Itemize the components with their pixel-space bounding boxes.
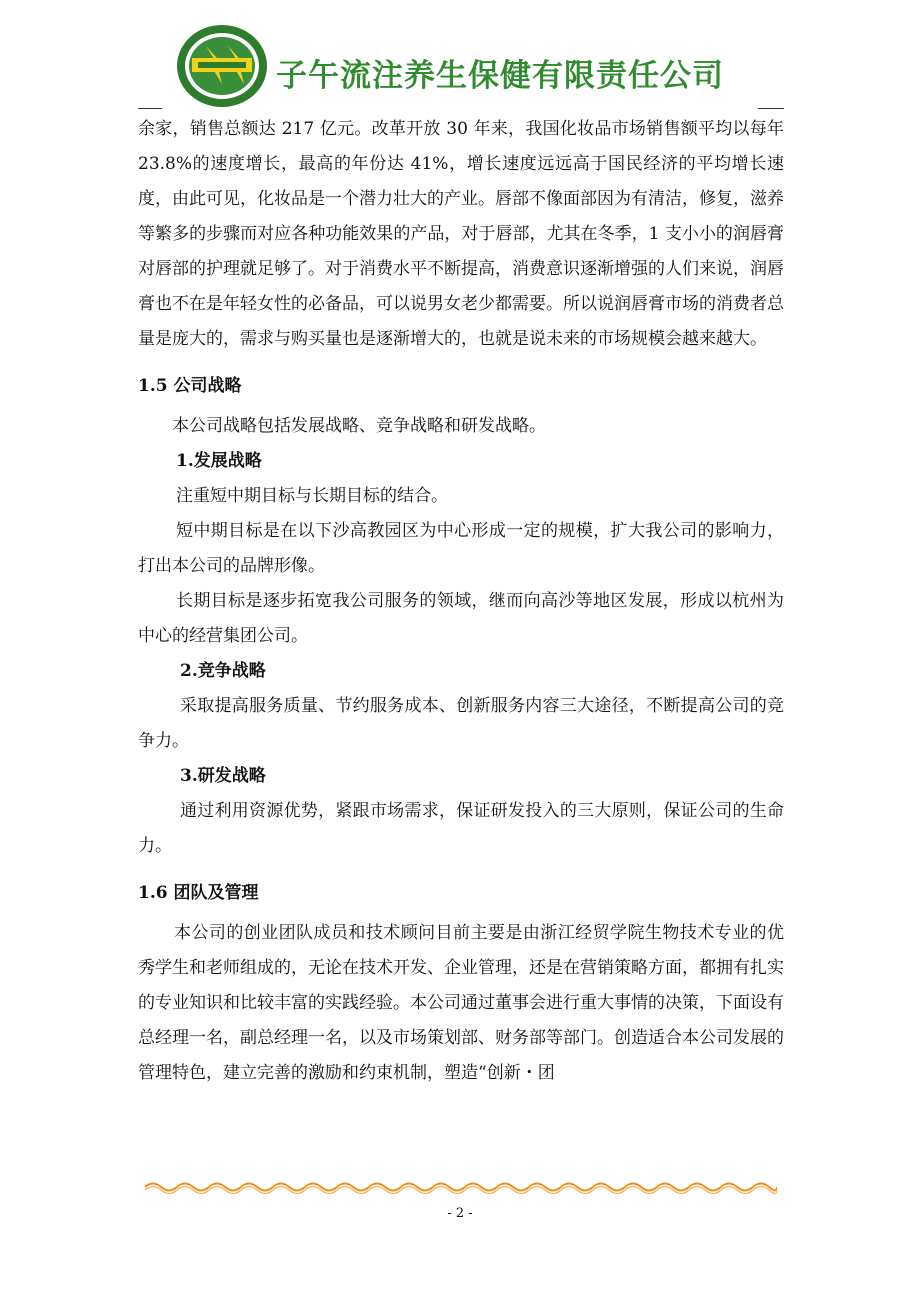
- header-rule-right: [758, 108, 784, 109]
- paragraph-strategy-intro: 本公司战略包括发展战略、竞争战略和研发战略。: [172, 416, 546, 436]
- paragraph-dev-1: 注重短中期目标与长期目标的结合。: [176, 486, 448, 506]
- footer-wave-divider: [145, 1180, 777, 1194]
- paragraph-team: 本公司的创业团队成员和技术顾问目前主要是由浙江经贸学院生物技术专业的优秀学生和老师组成的，无论在技术开发、企业管理，还是在营销策略方面，都拥有扎实的专业知识和比较丰富的实践经验。本公司通过董事会进行重大事情的决策，下面设有总经理一名，副总经理一名，以及市场策划部、财务部等部门。创造适合本公司发展的管理特色，建立完善的激励和约束机制，塑造“创新・团: [138, 923, 784, 1083]
- paragraph-dev-2: 短中期目标是在以下沙高教园区为中心形成一定的规模，扩大我公司的影响力，打出本公司的品牌形像。: [138, 521, 784, 576]
- paragraph-market: 余家，销售总额达 217 亿元。改革开放 30 年来，我国化妆品市场销售额平均以每年 23.8%的速度增长，最高的年份达 41%，增长速度远远高于国民经济的平均增长速度，由此可见，化妆品是一个潜力壮大的产业。唇部不像面部因为有清洁，修复，滋养等繁多的步骤而对应各种功能效果的产品，对于唇部，尤其在冬季，1 支小小的润唇膏对唇部的护理就足够了。对于消费水平不断提高，消费意识逐渐增强的人们来说，润唇膏也不在是年轻女性的必备品，可以说男女老少都需要。所以说润唇膏市场的消费者总量是庞大的，需求与购买量也是逐渐增大的，也就是说未来的市场规模会越来越大。: [138, 119, 784, 349]
- page-header: [0, 0, 920, 112]
- page-number: - 2 -: [447, 1206, 473, 1221]
- heading-dev-strategy: 1.发展战略: [176, 451, 262, 471]
- paragraph-comp: 采取提高服务质量、节约服务成本、创新服务内容三大途径，不断提高公司的竞争力。: [138, 696, 784, 751]
- header-rule-left: [138, 108, 162, 109]
- company-name: 子午流注养生保健有限责任公司: [276, 58, 724, 94]
- page-body: [138, 112, 784, 1091]
- heading-rd-strategy: 3.研发战略: [180, 766, 266, 786]
- company-seal-logo: [176, 24, 268, 108]
- paragraph-dev-3: 长期目标是逐步拓宽我公司服务的领域，继而向高沙等地区发展，形成以杭州为中心的经营集团公司。: [138, 591, 784, 646]
- heading-1-5: 1.5 公司战略: [138, 376, 242, 396]
- paragraph-rd: 通过利用资源优势，紧跟市场需求，保证研发投入的三大原则，保证公司的生命力。: [138, 801, 784, 856]
- heading-comp-strategy: 2.竞争战略: [180, 661, 266, 681]
- heading-1-6: 1.6 团队及管理: [138, 883, 259, 903]
